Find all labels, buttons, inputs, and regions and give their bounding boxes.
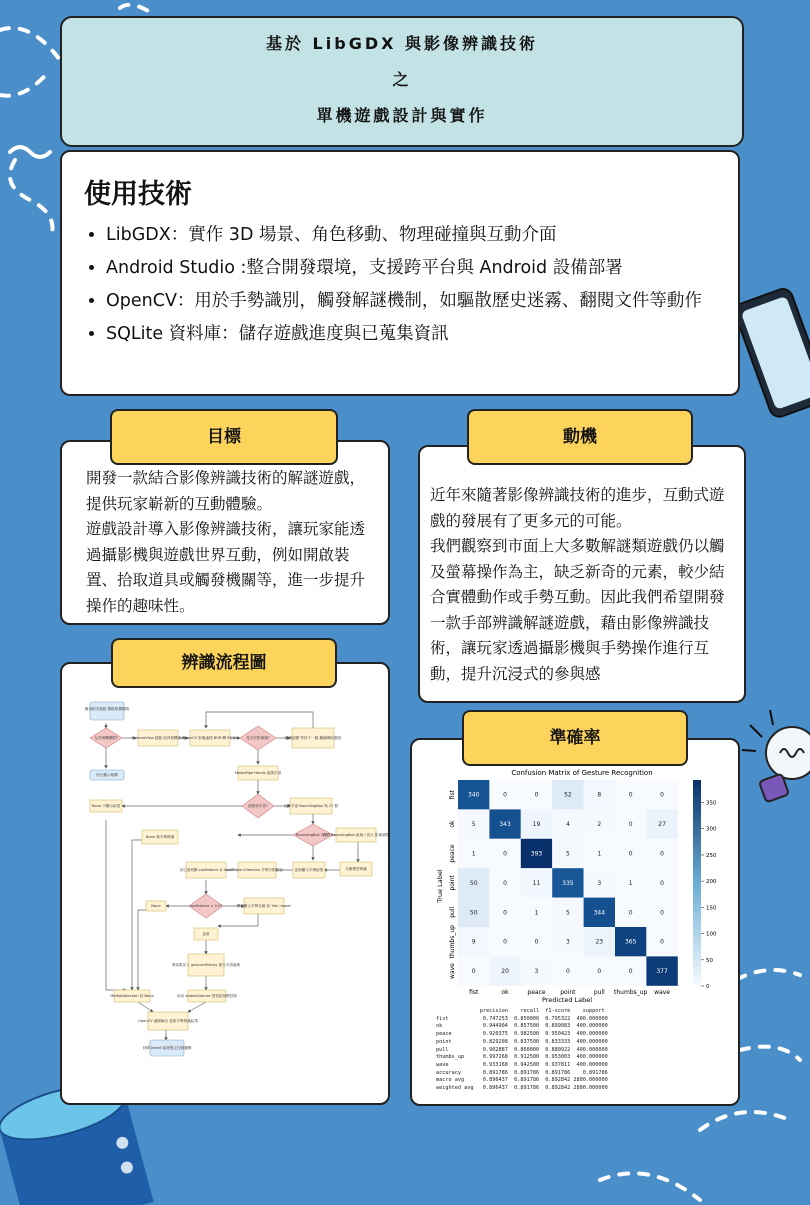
- heatmap-cell-label: 393: [530, 850, 543, 858]
- flow-node-has-frame: 是否有影像幀?: [246, 736, 270, 740]
- report-row: macro avg 0.896437 0.891786 0.892842 2800.000000: [436, 1077, 608, 1084]
- flow-node-update: 更新顯示手勢結果: [294, 868, 324, 872]
- heatmap-cell-label: 343: [499, 821, 511, 829]
- technology-list: [84, 219, 716, 351]
- heatmap-cell-label: 0: [660, 791, 665, 799]
- y-tick-label: wave: [449, 963, 456, 980]
- heatmap-cell-label: 5: [471, 821, 476, 829]
- accuracy-label: 準確率: [462, 710, 688, 766]
- heatmap-cell-label: 5: [565, 850, 570, 858]
- flow-node-mediapipe: MediaPipe Hands 偵測手部: [234, 771, 282, 775]
- flow-node-bbox: BoundingBox 有效?: [296, 833, 330, 837]
- flow-node-md2: 取出 stableGesture 提供給遊戲控制: [177, 994, 237, 998]
- heatmap-cell-label: 0: [628, 850, 633, 858]
- flow-node-none-1: None 不顯示結果: [91, 804, 121, 808]
- heatmap-cell-label: 0: [628, 821, 633, 829]
- x-tick-label: wave: [654, 988, 671, 996]
- heatmap-cell-label: 0: [660, 909, 665, 917]
- heatmap-cell-label: 3: [534, 968, 539, 976]
- technology-card: [60, 150, 740, 396]
- flowchart-label: 辨識流程圖: [111, 638, 337, 688]
- heatmap-cell-label: 377: [656, 968, 668, 976]
- colorbar-tick-label: 0: [706, 984, 710, 990]
- y-tick-label: point: [449, 875, 456, 891]
- flow-node-wait: 繼續迴圈 等待下一幀 繼續擷取畫面: [284, 736, 342, 740]
- goal-paragraph-1: 開發一款結合影像辨識技術的解謎遊戲，提供玩家嶄新的互動體驗。: [86, 469, 366, 513]
- y-tick-label: ok: [449, 820, 456, 828]
- heatmap-cell-label: 0: [503, 850, 508, 858]
- heatmap-cell-label: 52: [564, 791, 572, 799]
- technology-item-sqlite: • SQLite 資料庫：儲存遊戲進度與已蒐集資訊: [106, 318, 716, 351]
- flow-node-convert: OpenCV 影像處理 BGR 轉 RGBA: [182, 736, 238, 740]
- colorbar-tick-label: 100: [706, 931, 717, 938]
- heatmap-cell-label: 1: [628, 879, 633, 887]
- lightbulb-icon: [740, 705, 810, 815]
- heatmap-cell-label: 1: [597, 850, 602, 858]
- motive-label: 動機: [467, 409, 693, 465]
- report-header: precision recall f1-score support: [436, 1008, 605, 1014]
- heatmap-cell-label: 4: [565, 821, 570, 829]
- flow-node-confidence: 信心值判斷 confidence & label: [179, 868, 233, 872]
- technology-item-opencv: • OpenCV：用於手勢識別，觸發解謎機制，如驅散歷史迷霧、翻閱文件等動作: [106, 285, 716, 318]
- colorbar-tick-label: 350: [706, 800, 717, 807]
- flow-node-store-label: 更新: [202, 932, 210, 936]
- classification-report: [436, 1008, 608, 1093]
- flow-node-crop: 裁切 BoundingBox 區域 / 放大 影像調整: [322, 833, 390, 837]
- report-row: point 0.829208 0.837500 0.833333 400.000000: [436, 1038, 608, 1045]
- flow-node-none-3: None: [151, 904, 161, 908]
- heatmap-cell-label: 0: [628, 791, 633, 799]
- heatmap-cell-label: 50: [469, 909, 478, 917]
- title-line-2: 之: [392, 70, 412, 89]
- colorbar-tick-label: 50: [706, 957, 713, 964]
- flow-node-camera: CameraView 啟動 取得相機串流: [131, 736, 185, 740]
- colorbar-tick-label: 150: [706, 905, 717, 912]
- confusion-matrix-chart: [414, 766, 734, 1004]
- colorbar-tick-label: 200: [706, 879, 717, 886]
- title-line-1: 基於 LibGDX 與影像辨識技術: [265, 34, 539, 53]
- heatmap-cell-label: 20: [501, 968, 509, 976]
- heatmap-cell-label: 9: [471, 938, 476, 946]
- heatmap-cell-label: 0: [660, 879, 665, 887]
- flow-node-permission: 允許相機權限?: [94, 736, 118, 740]
- heatmap-cell-label: 0: [597, 968, 602, 976]
- heatmap-cell-label: 0: [534, 938, 539, 946]
- flow-node-start: 應用程式啟動 開啟相機權限: [84, 707, 130, 711]
- technology-item-android-studio: • Android Studio :整合開發環境，支援跨平台與 Android 設備部署: [106, 252, 716, 285]
- heatmap-cell-label: 0: [503, 909, 508, 917]
- report-row: accuracy 0.891786 0.891786 0.891786 0.891786: [436, 1069, 608, 1076]
- heatmap-cell-label: 8: [597, 791, 602, 799]
- colorbar-tick-label: 250: [706, 852, 717, 859]
- heatmap-cell-label: 0: [503, 791, 508, 799]
- motive-paragraph-1: 近年來隨著影像辨識技術的進步，互動式遊戲的發展有了更多元的可能。: [430, 486, 725, 530]
- goal-paragraph-2: 遊戲設計導入影像辨識技術，讓玩家能透過攝影機與遊戲世界互動，例如開啟裝置、拾取道具或觸發機關等，進一步提升操作的趣味性。: [86, 520, 366, 615]
- heatmap-cell-label: 2: [597, 821, 602, 829]
- phone-illustration: [732, 288, 802, 428]
- y-tick-label: fist: [449, 790, 456, 800]
- report-row: thumbs_up 0.997268 0.912500 0.953003 400.000000: [436, 1054, 608, 1061]
- flowchart-diagram: [78, 690, 390, 1070]
- heatmap-cell-label: 0: [503, 938, 508, 946]
- flow-node-opencv-output: OpenCV 處理輸出 更新手勢辨識結果: [138, 1019, 198, 1023]
- flow-node-detect: 偵測到手部?: [248, 804, 268, 808]
- heatmap-cell-label: 0: [565, 968, 570, 976]
- goal-label: 目標: [110, 409, 338, 465]
- report-row: weighted avg 0.896437 0.891786 0.892842 2800.000000: [436, 1085, 608, 1092]
- heatmap-cell-label: 50: [469, 879, 478, 887]
- chart-xlabel: Predicted Label: [541, 996, 593, 1004]
- x-tick-label: peace: [527, 988, 546, 996]
- x-tick-label: thumbs_up: [614, 988, 648, 996]
- heatmap-cell-label: 340: [467, 791, 480, 799]
- heatmap-cell-label: 3: [597, 879, 602, 887]
- flow-node-show: 標記顯示手勢名稱 如 'fist','wave': [236, 904, 292, 908]
- technology-item-libgdx: • LibGDX：實作 3D 場景、角色移動、物理碰撞與互動介面: [106, 219, 716, 252]
- heatmap-cell-label: 0: [628, 909, 633, 917]
- x-tick-label: fist: [469, 988, 479, 996]
- heatmap-cell-label: 365: [624, 938, 637, 946]
- y-tick-label: thumbs_up: [449, 925, 456, 959]
- heatmap-cell-label: 335: [562, 879, 574, 887]
- heatmap-cell-label: 1: [534, 909, 539, 917]
- x-tick-label: point: [560, 988, 576, 996]
- heatmap-cell-label: 23: [595, 938, 604, 946]
- flow-node-inference: TFLite Inference 手勢分類推論: [231, 868, 283, 872]
- heatmap-cell-label: 0: [534, 791, 539, 799]
- report-row: fist 0.747253 0.850000 0.795322 400.000000: [436, 1015, 608, 1022]
- x-tick-label: ok: [501, 988, 509, 996]
- heatmap-cell-label: 0: [660, 850, 665, 858]
- flow-node-md1: MediaDetection 回 None: [110, 994, 154, 998]
- heatmap-cell-label: 0: [628, 968, 633, 976]
- heatmap-cell-label: 5: [565, 909, 570, 917]
- heatmap-cell-label: 11: [532, 879, 541, 887]
- title-line-3: 單機遊戲設計與實作: [316, 106, 488, 125]
- colorbar-tick-label: 300: [706, 826, 717, 833]
- report-row: wave 0.933168 0.942500 0.937811 400.000000: [436, 1061, 608, 1068]
- flow-node-store: 將結果存入 gestureHistory 進行平滑處理: [171, 963, 241, 967]
- y-tick-label: pull: [449, 906, 456, 918]
- heatmap-cell-label: 27: [658, 821, 666, 829]
- chart-ylabel: True Label: [436, 869, 444, 903]
- flow-node-return: 計算手部 BoundingBox 與 21 點: [283, 804, 339, 808]
- y-tick-label: peace: [449, 844, 456, 863]
- report-row: peace 0.920375 0.982500 0.950423 400.000000: [436, 1031, 608, 1038]
- colorbar: [693, 780, 701, 986]
- title-banner: [60, 16, 744, 147]
- motive-paragraph-2: 我們觀察到市面上大多數解謎類遊戲仍以觸及螢幕操作為主，缺乏新奇的元素，較少結合實體動作或手勢互動。因此我們希望開發一款手部辨識解謎遊戲，藉由影像辨識技術，讓玩家透過攝影機與手勢操作進行互動，提升沉浸式的參與感: [430, 537, 725, 683]
- report-row: ok 0.944904 0.857500 0.899083 400.000000: [436, 1023, 608, 1030]
- heatmap-cell-label: 344: [593, 909, 606, 917]
- flow-node-classify: 分類模型辨識: [345, 867, 367, 871]
- heatmap-cell-label: 0: [471, 968, 476, 976]
- goal-card: [60, 440, 390, 625]
- flow-node-deny: 停止顯示相機: [96, 773, 118, 777]
- heatmap-cell-label: 1: [471, 850, 476, 858]
- heatmap-cell-label: 19: [532, 821, 541, 829]
- heatmap-cell-label: 0: [660, 938, 665, 946]
- heatmap-cell-label: 0: [503, 879, 508, 887]
- heatmap-cell-label: 3: [565, 938, 570, 946]
- motive-card: [418, 445, 746, 703]
- chart-title: Confusion Matrix of Gesture Recognition: [511, 769, 653, 777]
- report-row: pull 0.902887 0.860000 0.880922 400.000000: [436, 1046, 608, 1053]
- technology-heading: 使用技術: [84, 179, 192, 210]
- flow-node-none-2: None 無手勢辨識: [145, 835, 175, 839]
- flow-node-end: 回傳 Intent 給遊戲主控制邏輯: [142, 1046, 192, 1050]
- x-tick-label: pull: [593, 988, 605, 996]
- flow-node-threshold: confidence > 0.5?: [189, 904, 223, 908]
